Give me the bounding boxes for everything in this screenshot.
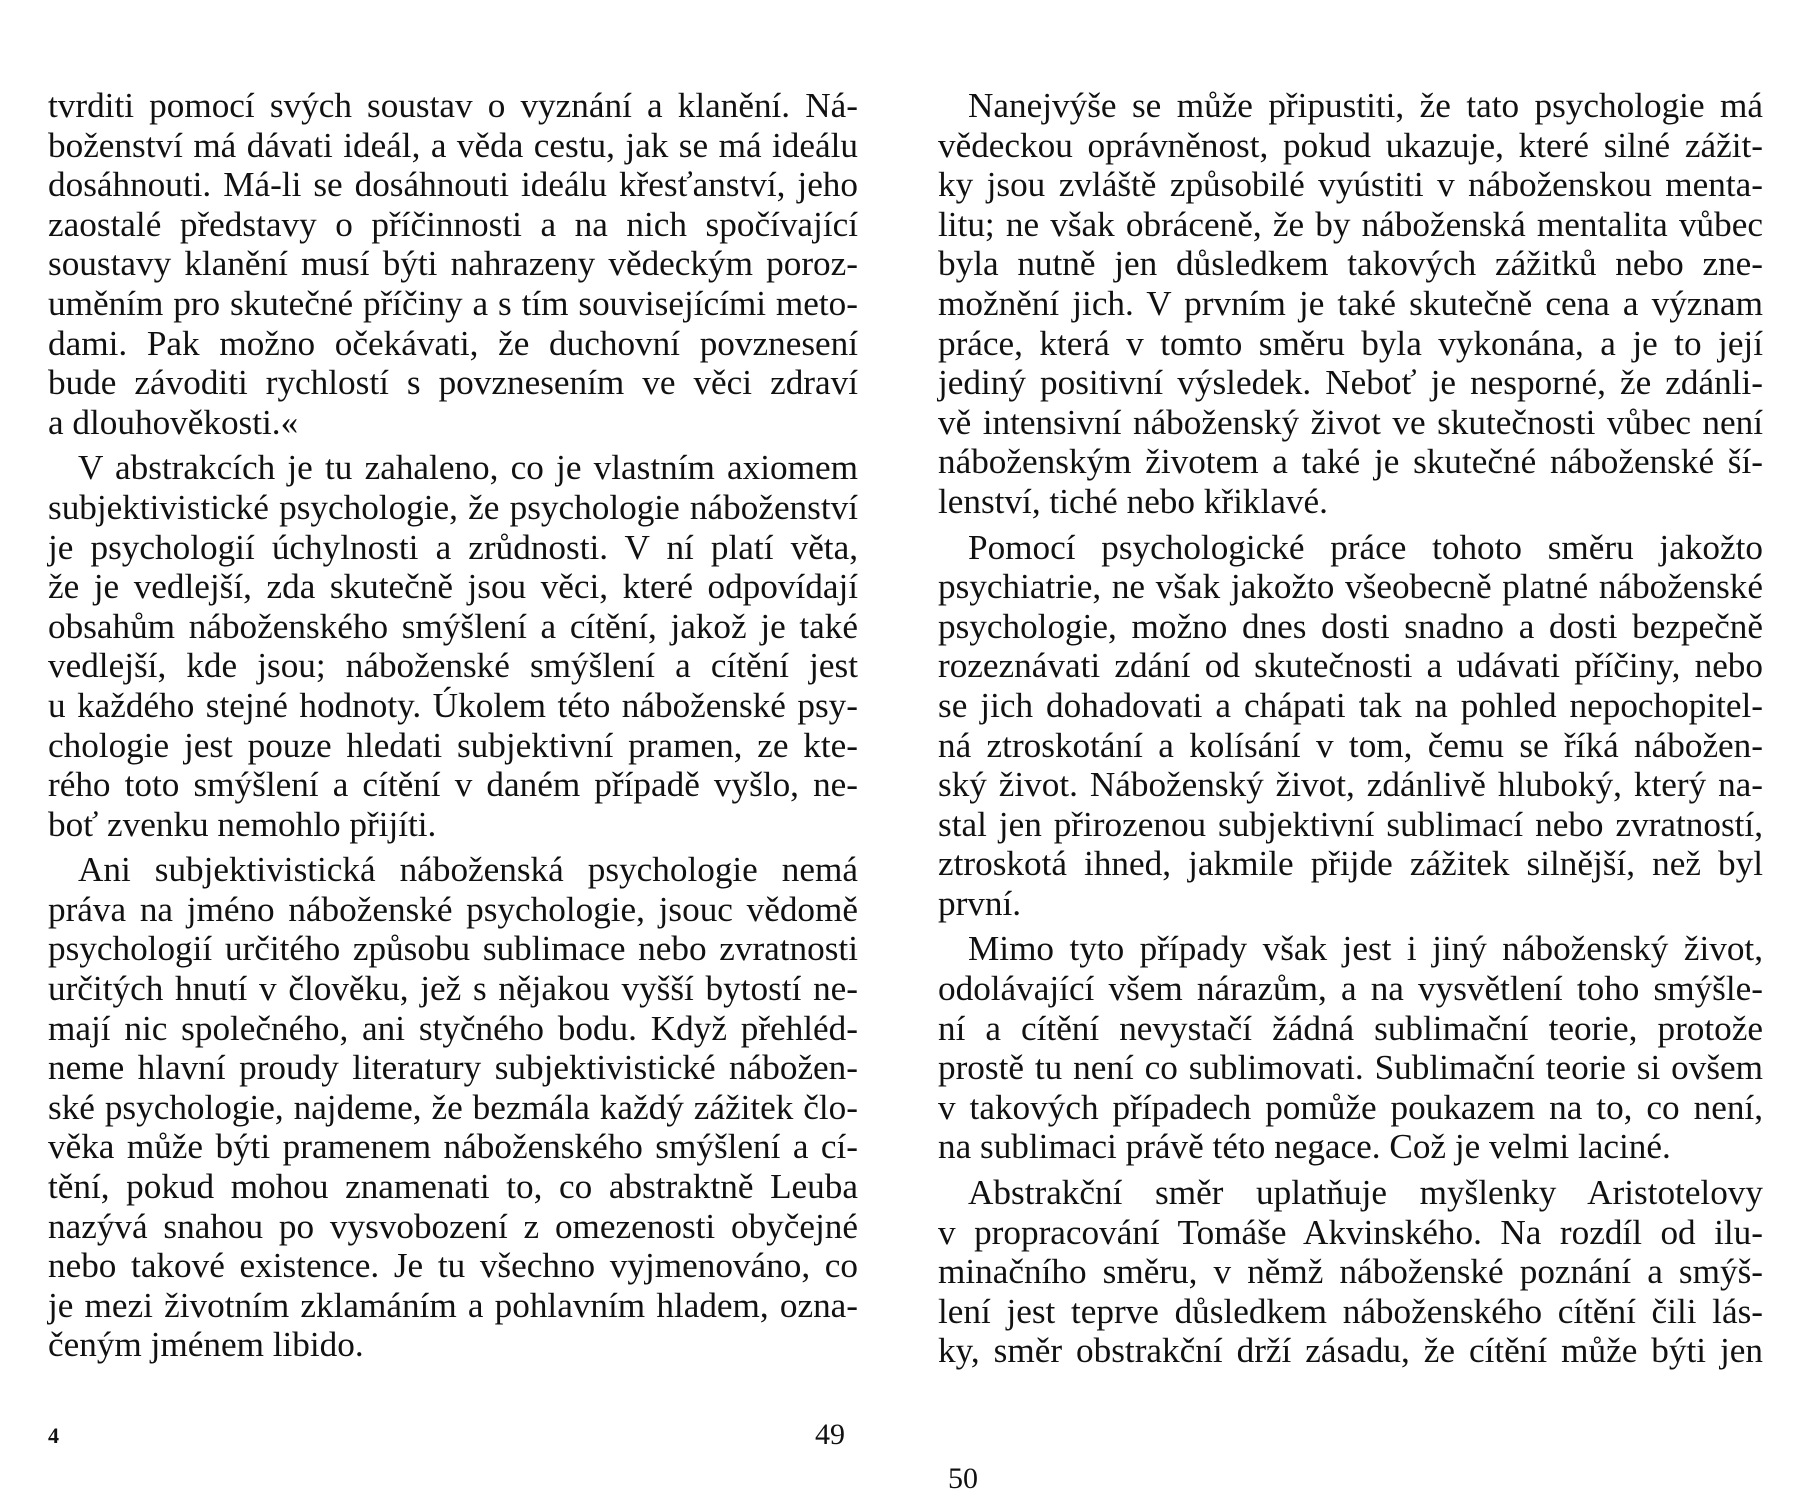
text-line: v propracování Tomáše Akvinského. Na rozdíl od ilu- [938, 1212, 1763, 1252]
text-line: rého toto smýšlení a cítění v daném případě vyšlo, ne- [48, 765, 858, 805]
text-line: minačního směru, v němž náboženské poznání a smýš- [938, 1252, 1763, 1292]
text-line: u každého stejné hodnoty. Úkolem této náboženské psy- [48, 685, 858, 725]
text-line: nazývá snahou po vysvobození z omezenosti obyčejné [48, 1206, 858, 1246]
text-line: práce, která v tomto směru byla vykonána, a je to její [938, 323, 1763, 363]
text-line: Pomocí psychologické práce tohoto směru jakožto [968, 527, 1763, 567]
text-line: zaostalé představy o příčinnosti a na nich spočívající [48, 204, 858, 244]
text-line: že je vedlejší, zda skutečně jsou věci, které odpovídají [48, 567, 858, 607]
text-line: mají nic společného, ani styčného bodu. Když přehléd- [48, 1008, 858, 1048]
text-line: prostě tu není co sublimovati. Sublimační teorie si ovšem [938, 1048, 1763, 1088]
text-line: psychiatrie, ne však jakožto všeobecně platné náboženské [938, 567, 1763, 607]
text-line: možnění jich. V prvním je také skutečně cena a význam [938, 283, 1763, 323]
left-text-column [48, 86, 858, 1365]
text-line: stal jen přirozenou subjektivní sublimací nebo zvratností, [938, 804, 1763, 844]
text-line: uměním pro skutečné příčiny a s tím souvisejícími meto- [48, 283, 858, 323]
right-page [898, 0, 1796, 1500]
text-line: první. [938, 883, 1022, 923]
text-line: ský život. Náboženský život, zdánlivě hluboký, který na- [938, 765, 1763, 805]
text-line: neme hlavní proudy literatury subjektivistické nábožen- [48, 1048, 858, 1088]
text-line: boť zvenku nemohlo přijíti. [48, 804, 437, 844]
text-line: a dlouhověkosti.« [48, 402, 299, 442]
text-line: je mezi životním zklamáním a pohlavním hladem, ozna- [48, 1285, 858, 1325]
text-line: práva na jméno náboženské psychologie, jsouc vědomě [48, 889, 858, 929]
text-line: ky, směr obstrakční drží zásadu, že cítění může býti jen [938, 1331, 1763, 1371]
page-number-right: 50 [948, 1462, 978, 1495]
text-line: dami. Pak možno očekávati, že duchovní povznesení [48, 323, 858, 363]
text-line: jediný positivní výsledek. Neboť je nesporné, že zdánli- [938, 363, 1763, 403]
text-line: Mimo tyto případy však jest i jiný náboženský život, [968, 929, 1763, 969]
text-line: psychologií určitého způsobu sublimace nebo zvratnosti [48, 929, 858, 969]
text-line: na sublimaci právě této negace. Což je velmi laciné. [938, 1127, 1671, 1167]
text-line: dosáhnouti. Má-li se dosáhnouti ideálu křesťanství, jeho [48, 165, 858, 205]
text-line: vědeckou oprávněnost, pokud ukazuje, které silné zážit- [938, 125, 1763, 165]
text-line: ské psychologie, najdeme, že bezmála každý zážitek člo- [48, 1087, 858, 1127]
text-line: tění, pokud mohou znamenati to, co abstraktně Leuba [48, 1167, 858, 1207]
text-line: psychologie, možno dnes dosti snadno a dosti bezpečně [938, 606, 1763, 646]
text-line: ztroskotá ihned, jakmile přijde zážitek silnější, než byl [938, 844, 1763, 884]
text-line: vedlejší, kde jsou; náboženské smýšlení a cítění jest [48, 646, 858, 686]
text-line: náboženským životem a také je skutečné náboženské ší- [938, 442, 1763, 482]
text-line: V abstrakcích je tu zahaleno, co je vlastním axiomem [78, 448, 858, 488]
text-line: je psychologií úchylnosti a zrůdnosti. V ní platí věta, [48, 527, 858, 567]
text-line: se jich dohadovati a chápati tak na pohled nepochopitel- [938, 685, 1763, 725]
text-line: bude závoditi rychlostí s povznesením ve věci zdraví [48, 363, 858, 403]
page-number-left: 49 [815, 1418, 845, 1451]
text-line: lenství, tiché nebo křiklavé. [938, 481, 1328, 521]
signature-mark: 4 [48, 1423, 59, 1448]
text-line: soustavy klanění musí býti nahrazeny vědeckým poroz- [48, 244, 858, 284]
text-line: ná ztroskotání a kolísání v tom, čemu se říká nábožen- [938, 725, 1763, 765]
text-line: litu; ne však obráceně, že by náboženská mentalita vůbec [938, 204, 1763, 244]
text-line: chologie jest pouze hledati subjektivní pramen, ze kte- [48, 725, 858, 765]
text-line: lení jest teprve důsledkem náboženského cítění čili lás- [938, 1291, 1763, 1331]
text-line: rozeznávati zdání od skutečnosti a udávati příčiny, nebo [938, 646, 1763, 686]
text-line: ní a cítění nevystačí žádná sublimační teorie, protože [938, 1008, 1763, 1048]
text-line: v takových případech pomůže poukazem na to, co není, [938, 1087, 1763, 1127]
text-line: určitých hnutí v člověku, jež s nějakou vyšší bytostí ne- [48, 969, 858, 1009]
text-line: Ani subjektivistická náboženská psychologie nemá [78, 850, 858, 890]
text-line: věka může býti pramenem náboženského smýšlení a cí- [48, 1127, 858, 1167]
text-line: byla nutně jen důsledkem takových zážitků nebo zne- [938, 244, 1763, 284]
text-line: Abstrakční směr uplatňuje myšlenky Aristotelovy [968, 1173, 1763, 1213]
text-line: subjektivistické psychologie, že psychologie náboženství [48, 487, 858, 527]
text-line: obsahům náboženského smýšlení a cítění, jakož je také [48, 606, 858, 646]
text-line: Nanejvýše se může připustiti, že tato psychologie má [968, 86, 1763, 125]
text-line: tvrditi pomocí svých soustav o vyznání a klanění. Ná- [48, 86, 858, 125]
text-line: vě intensivní náboženský život ve skutečnosti vůbec není [938, 402, 1763, 442]
text-line: odolávající všem nárazům, a na vysvětlení toho smýšle- [938, 969, 1763, 1009]
right-text-column [938, 86, 1763, 1371]
text-line: nebo takové existence. Je tu všechno vyjmenováno, co [48, 1246, 858, 1286]
text-line: čeným jménem libido. [48, 1325, 364, 1365]
text-line: boženství má dávati ideál, a věda cestu, jak se má ideálu [48, 125, 858, 165]
text-line: ky jsou zvláště způsobilé vyústiti v náboženskou menta- [938, 165, 1763, 205]
